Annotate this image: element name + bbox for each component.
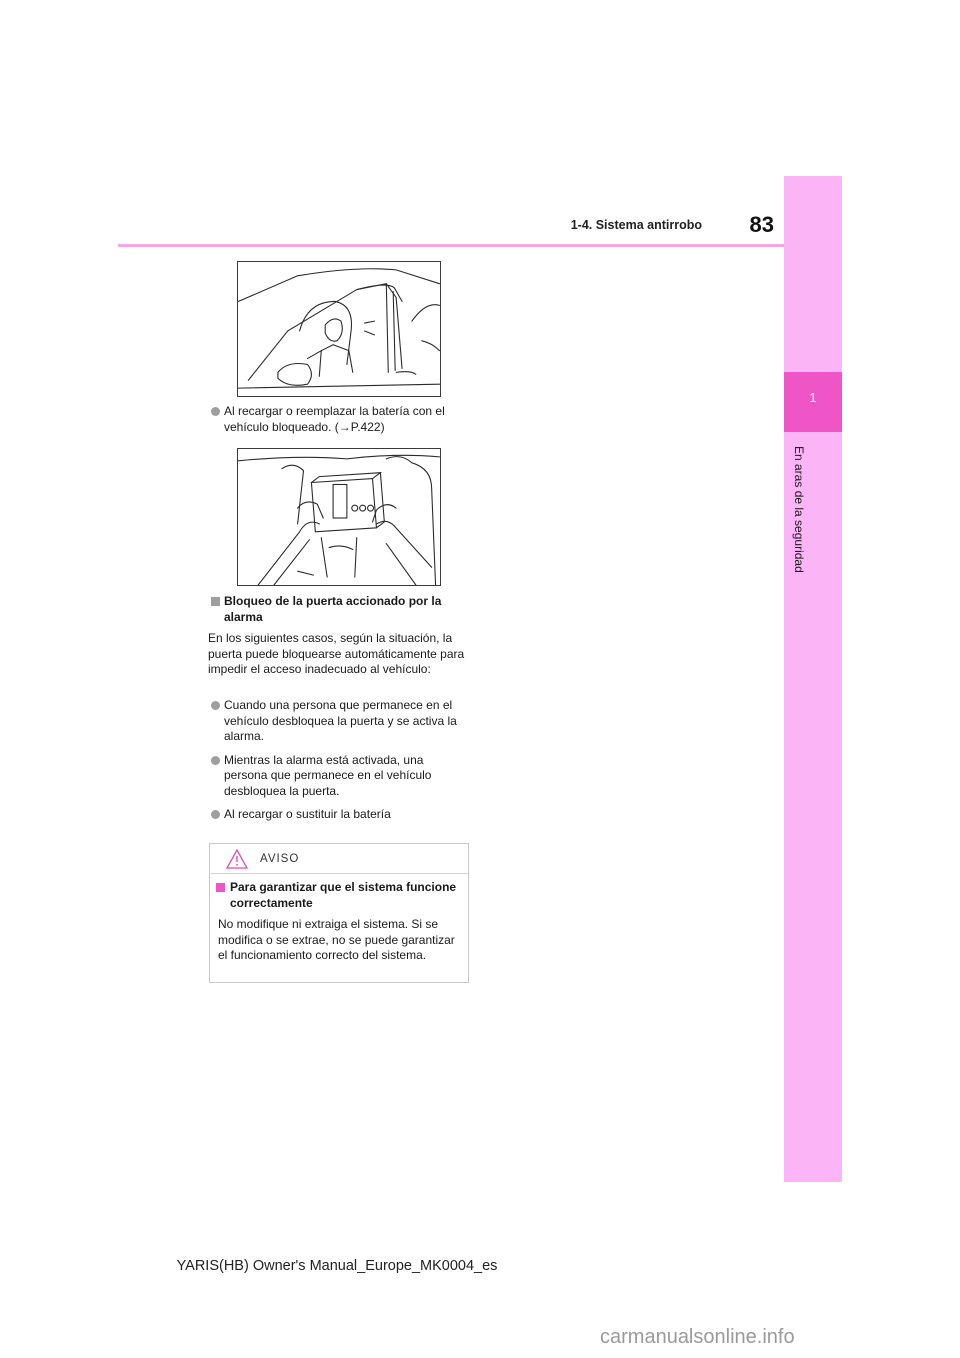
- header-rule: [118, 244, 784, 247]
- manual-footer: YARIS(HB) Owner's Manual_Europe_MK0004_es: [176, 1258, 498, 1274]
- illustration-person-in-car: [237, 261, 441, 397]
- warning-label: AVISO: [260, 853, 300, 865]
- page-number: 83: [749, 212, 774, 237]
- list-item: Cuando una persona que permanece en el vehículo desbloquea la puerta y se activa la alarma.: [208, 698, 470, 745]
- bullet-list: [208, 698, 470, 823]
- chapter-number: 1: [809, 390, 817, 405]
- section-door-lock: [208, 594, 470, 678]
- bullet-dot-icon: [211, 756, 220, 765]
- list-item: Al recargar o sustituir la batería: [208, 807, 470, 823]
- warning-heading: Para garantizar que el sistema funcione correctamente: [230, 880, 457, 910]
- watermark: carmanualsonline.info: [600, 1326, 795, 1348]
- warning-text: No modifique ni extraiga el sistema. Si se modifica o se extrae, no se puede garantizar el funcionamiento correcto del sistema.: [218, 917, 455, 962]
- warning-box: [209, 843, 469, 983]
- section-intro: En los siguientes casos, según la situación, la puerta puede bloquearse automáticamente para impedir el acceso inadecuado al vehículo:: [208, 631, 465, 676]
- illustration-battery: [237, 448, 441, 586]
- warning-triangle-icon: [226, 849, 248, 869]
- bullet-dot-icon: [211, 810, 220, 819]
- car-door-drawing: [238, 262, 440, 396]
- chapter-side-tab: [784, 176, 842, 1182]
- battery-drawing: [238, 449, 440, 585]
- section-heading: Bloqueo de la puerta accionado por la alarma: [224, 594, 442, 624]
- square-bullet-icon: [211, 597, 220, 606]
- warning-header: [210, 844, 468, 874]
- bullet-battery-locked: [208, 404, 470, 435]
- list-item: Mientras la alarma está activada, una persona que permanece en el vehículo desbloquea la puerta.: [208, 753, 470, 800]
- section-title: 1-4. Sistema antirrobo: [570, 218, 702, 232]
- warning-body: [210, 880, 462, 964]
- chapter-title: En aras de la seguridad: [792, 446, 806, 573]
- bullet-dot-icon: [211, 407, 220, 416]
- bullet-text: Al recargar o reemplazar la batería con el vehículo bloqueado. (→P.422): [224, 404, 445, 434]
- bullet-dot-icon: [211, 701, 220, 710]
- square-bullet-icon: [216, 883, 225, 892]
